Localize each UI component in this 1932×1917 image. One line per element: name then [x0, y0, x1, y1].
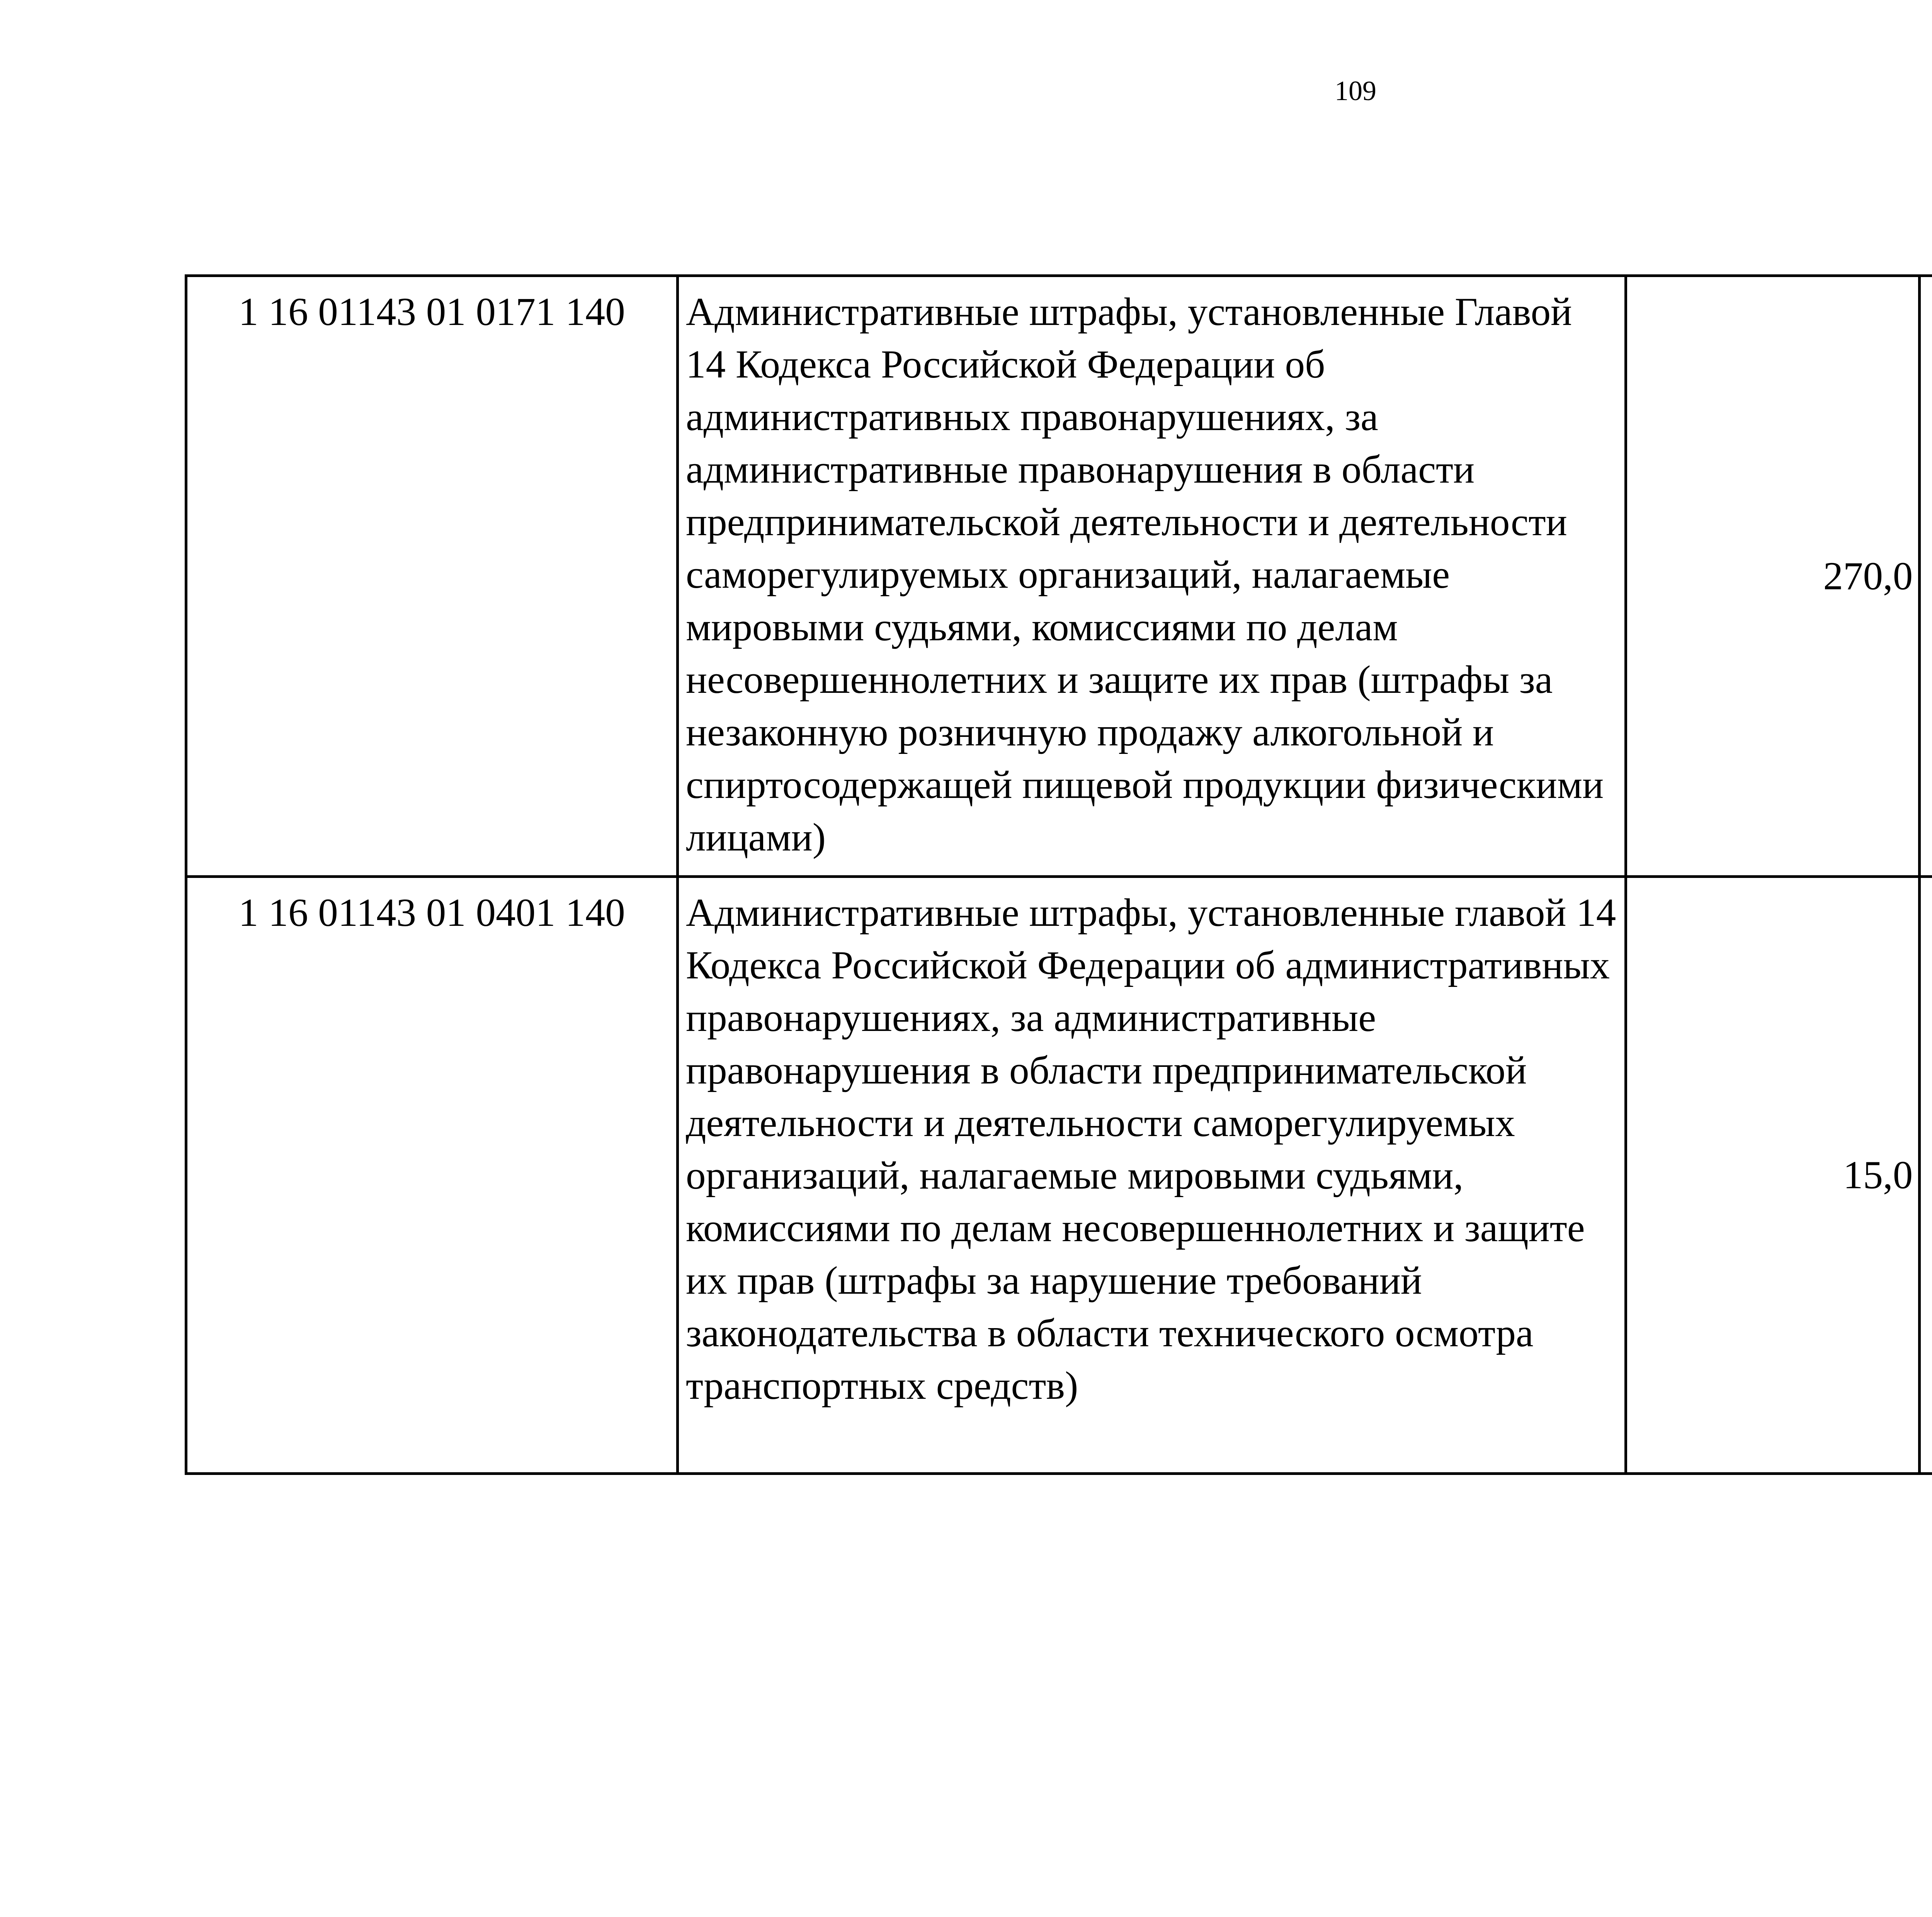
budget-code-cell: 1 16 01143 01 0401 140 [186, 877, 678, 1474]
value-cell-year-2 [1920, 276, 1932, 877]
table-row [186, 877, 1932, 1474]
value-cell-year-1: 15,0 [1626, 877, 1919, 1474]
table-row [186, 276, 1932, 877]
description-cell: Административные штрафы, установленные Главой 14 Кодекса Российской Федерации об административных правонарушениях, за административные правонарушения в области предпринимательской деятельности и деятельности саморегулируемых организаций, налагаемые мировыми судьями, комиссиями по делам несовершеннолетних и защите их прав (штрафы за незаконную розничную продажу алкогольной и спиртосодержащей пищевой продукции физическими лицами) [678, 276, 1626, 877]
page-number: 109 [1335, 75, 1376, 106]
value-cell-year-1: 270,0 [1626, 276, 1919, 877]
description-cell: Административные штрафы, установленные главой 14 Кодекса Российской Федерации об административных правонарушениях, за административные правонарушения в области предпринимательской деятельности и деятельности саморегулируемых организаций, налагаемые мировыми судьями, комиссиями по делам несовершеннолетних и защите их прав (штрафы за нарушение требований законодательства в области технического осмотра транспортных средств) [678, 877, 1626, 1474]
budget-code-cell: 1 16 01143 01 0171 140 [186, 276, 678, 877]
budget-revenue-table [185, 274, 1932, 1475]
value-cell-year-2 [1920, 877, 1932, 1474]
